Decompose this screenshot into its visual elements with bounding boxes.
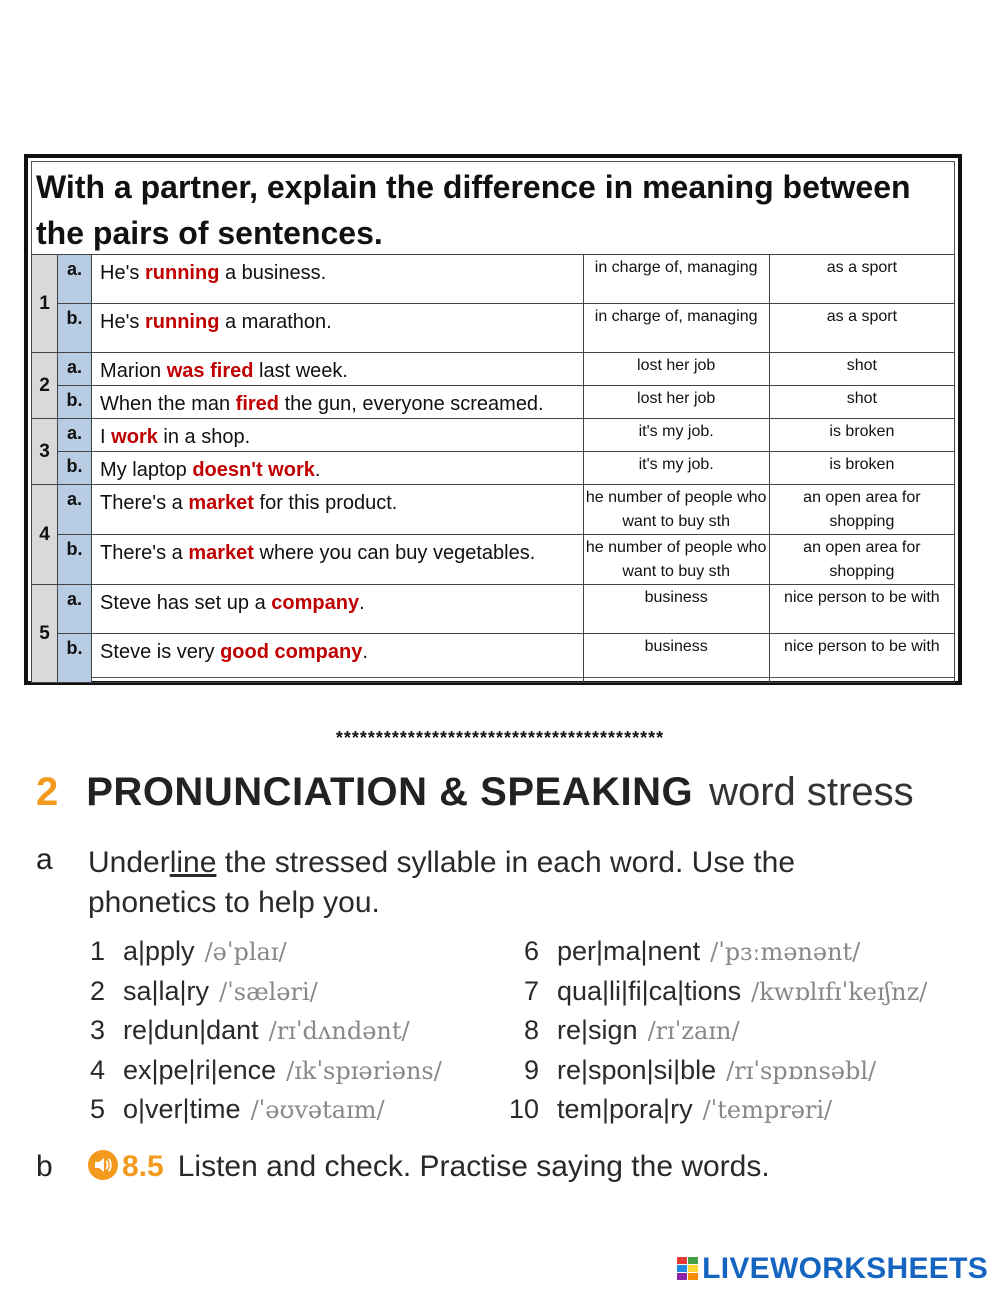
meaning-option-2[interactable]: shot [769, 353, 954, 386]
sentence-text: where you can buy vegetables. [253, 542, 536, 564]
meaning-option-1[interactable]: lost her job [583, 353, 769, 386]
pair-number: 1 [32, 255, 58, 353]
word-phonetic: /kwɒlɪfɪˈkeɪʃnz/ [751, 977, 928, 1006]
sentence-keyword: good company [220, 641, 363, 663]
divider-stars: ***************************************** [335, 728, 665, 748]
sentence-letter: b. [58, 634, 92, 683]
meaning-option-2[interactable]: an open area for shopping [769, 485, 954, 535]
meaning-option-2[interactable]: nice person to be with [769, 585, 954, 634]
word-phonetic: /ˈsæləri/ [219, 977, 318, 1006]
part-b-instruction-text: Listen and check. Practise saying the words. [177, 1150, 770, 1183]
word-syllables[interactable]: re|dun|dant [123, 1015, 259, 1045]
word-syllables[interactable]: re|sign [557, 1015, 638, 1045]
sentence-row [32, 535, 955, 585]
pair-number: 2 [32, 353, 58, 419]
sentence [92, 634, 584, 683]
sentence-keyword: doesn't work [192, 459, 315, 481]
part-a-letter: a [36, 843, 53, 876]
word-item [89, 1050, 442, 1090]
word-phonetic: /ˈtemprəri/ [702, 1096, 833, 1124]
meaning-option-2[interactable]: as a sport [769, 304, 954, 353]
word-syllables[interactable]: o|ver|time [123, 1094, 241, 1124]
sentence-keyword: running [145, 262, 220, 284]
pair-number: 4 [32, 485, 58, 585]
sentence-row [32, 419, 955, 452]
sentence-keyword: was fired [166, 360, 254, 382]
sentence [92, 535, 584, 585]
meaning-option-2[interactable]: shot [769, 386, 954, 419]
word-item [523, 971, 928, 1011]
section-title: PRONUNCIATION & SPEAKING [86, 770, 694, 814]
section-number: 2 [36, 770, 59, 814]
word-phonetic: /əˈplaɪ/ [204, 938, 287, 966]
sentence-text: a business. [219, 262, 327, 284]
sentence-text: . [359, 592, 365, 614]
sentence-text: When the man [100, 393, 236, 415]
word-number: 7 [523, 975, 539, 1006]
sentence-text: a marathon. [219, 311, 332, 333]
sentence-letter: a. [58, 585, 92, 634]
meaning-option-2[interactable]: is broken [769, 419, 954, 452]
sentence-text: There's a [100, 492, 189, 514]
liveworksheets-logo-icon [677, 1257, 699, 1281]
word-phonetic: /ˈpɜːmənənt/ [710, 938, 861, 966]
sentence-keyword: work [111, 426, 158, 448]
sentence-text: Marion [100, 360, 167, 382]
sentence-row [32, 386, 955, 419]
section-heading [36, 770, 914, 815]
audio-track-number: 8.5 [122, 1150, 164, 1183]
sentence [92, 304, 584, 353]
word-number: 1 [89, 936, 105, 966]
part-b-instruction [88, 1150, 770, 1184]
word-item [523, 931, 861, 971]
sentence-letter: b. [58, 535, 92, 585]
meaning-option-1[interactable]: he number of people who want to buy sth [583, 485, 769, 535]
pair-number: 5 [32, 585, 58, 683]
exercise-box [24, 154, 962, 685]
sentence-text: He's [100, 311, 145, 333]
word-phonetic: /rɪˈzaɪn/ [647, 1017, 740, 1045]
word-syllables[interactable]: ex|pe|ri|ence [123, 1054, 277, 1085]
word-phonetic: /ˈəʊvətaɪm/ [250, 1096, 385, 1124]
part-a-instruction [88, 843, 908, 923]
sentence-text: . [314, 459, 321, 481]
liveworksheets-logo-text: LIVEWORKSHEETS [702, 1252, 988, 1285]
sentence-row [32, 255, 955, 304]
sentence-text: in a shop. [157, 426, 251, 448]
word-number: 5 [89, 1094, 105, 1124]
sentence-letter: a. [58, 353, 92, 386]
instruction-text: the stressed syllable in each word. Use the phonetics to help you. [88, 846, 796, 919]
section-subtitle: word stress [709, 770, 914, 814]
meaning-option-1[interactable]: it's my job. [583, 419, 769, 452]
sentence-row [32, 485, 955, 535]
sentence-keyword: company [271, 592, 360, 614]
instruction-text: Under [88, 846, 170, 879]
word-item [89, 1010, 410, 1050]
sentence-letter: a. [58, 419, 92, 452]
meaning-option-1[interactable]: lost her job [583, 386, 769, 419]
sentence-text: the gun, everyone screamed. [279, 393, 544, 415]
meaning-option-1[interactable]: in charge of, managing [583, 304, 769, 353]
word-item [523, 1050, 877, 1090]
meaning-option-1[interactable]: he number of people who want to buy sth [583, 535, 769, 585]
word-phonetic: /rɪˈdʌndənt/ [268, 1017, 410, 1045]
meaning-option-1[interactable]: it's my job. [583, 452, 769, 485]
sentence-pairs-table [31, 254, 955, 683]
meaning-option-1[interactable]: business [583, 634, 769, 683]
sentence [92, 419, 584, 452]
sentence-keyword: market [188, 542, 254, 564]
instruction-underlined-text: line [169, 846, 217, 879]
word-number: 10 [508, 1094, 539, 1124]
sentence-row [32, 585, 955, 634]
meaning-option-2[interactable]: as a sport [769, 255, 954, 304]
sentence-text: Steve has set up a [100, 592, 272, 614]
sentence-letter: a. [58, 485, 92, 535]
liveworksheets-logo [677, 1252, 988, 1286]
sentence-text: last week. [253, 360, 348, 382]
exercise-title: With a partner, explain the difference in meaning between the pairs of sentences. [36, 169, 911, 251]
sentence-keyword: fired [235, 393, 280, 415]
sentence-keyword: running [145, 311, 220, 333]
sentence [92, 386, 584, 419]
word-syllables[interactable]: a|pply [123, 936, 195, 966]
word-syllables[interactable]: per|ma|nent [557, 936, 701, 966]
word-number: 8 [523, 1015, 539, 1045]
sentence-letter: a. [58, 255, 92, 304]
sentence [92, 353, 584, 386]
meaning-option-2[interactable]: is broken [769, 452, 954, 485]
word-item [89, 971, 318, 1011]
meaning-option-1[interactable]: business [583, 585, 769, 634]
meaning-option-2[interactable]: an open area for shopping [769, 535, 954, 585]
sentence [92, 452, 584, 485]
sentence-text: My laptop [100, 459, 193, 481]
pair-number: 3 [32, 419, 58, 485]
meaning-option-1[interactable]: in charge of, managing [583, 255, 769, 304]
sentence-letter: b. [58, 304, 92, 353]
sentence [92, 485, 584, 535]
sentence-keyword: market [188, 492, 254, 514]
sentence [92, 585, 584, 634]
word-number: 9 [523, 1054, 539, 1085]
word-item [508, 1089, 833, 1129]
word-item [89, 931, 287, 971]
sentence-row [32, 304, 955, 353]
sentence-text: There's a [100, 542, 189, 564]
word-number: 4 [89, 1054, 105, 1085]
sentence-letter: b. [58, 452, 92, 485]
sentence-text: Steve is very [100, 641, 221, 663]
meaning-option-2[interactable]: nice person to be with [769, 634, 954, 683]
word-syllables[interactable]: tem|pora|ry [557, 1094, 693, 1124]
sentence-text: for this product. [253, 492, 398, 514]
word-syllables[interactable]: sa|la|ry [123, 975, 210, 1006]
word-number: 6 [523, 936, 539, 966]
sentence-row [32, 452, 955, 485]
word-number: 3 [89, 1015, 105, 1045]
sentence-text: I [100, 426, 112, 448]
word-item [523, 1010, 740, 1050]
part-b-letter: b [36, 1150, 53, 1183]
sentence-letter: b. [58, 386, 92, 419]
word-syllables[interactable]: re|spon|si|ble [557, 1054, 717, 1085]
word-item [89, 1089, 385, 1129]
sentence-text: He's [100, 262, 145, 284]
word-number: 2 [89, 975, 105, 1006]
word-phonetic: /ɪkˈspɪəriəns/ [286, 1056, 442, 1085]
word-syllables[interactable]: qua|li|fi|ca|tions [557, 975, 742, 1006]
sentence-text: . [362, 641, 368, 663]
sentence [92, 255, 584, 304]
sentence-row [32, 634, 955, 683]
sentence-row [32, 353, 955, 386]
audio-speaker-icon[interactable] [88, 1150, 118, 1180]
word-phonetic: /rɪˈspɒnsəbl/ [726, 1056, 877, 1085]
